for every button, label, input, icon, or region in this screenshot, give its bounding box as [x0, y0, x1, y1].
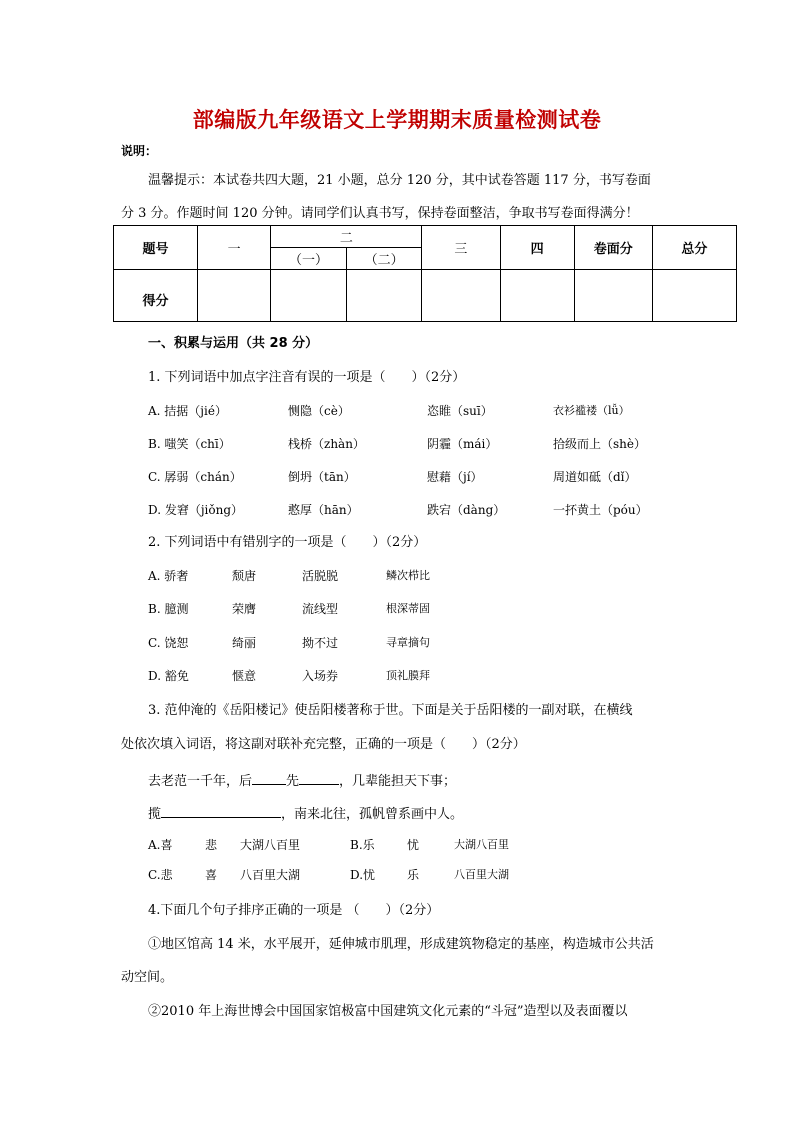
q3-option-d-1: D.忧 — [350, 868, 376, 882]
score-header-part1: 一 — [198, 226, 271, 270]
q4-sentence-2-line-1: ②2010 年上海世博会中国国家馆极富中国建筑文化元素的“斗冠”造型以及表面覆以 — [148, 1004, 628, 1019]
q3-option-b-1: B.乐 — [350, 838, 375, 852]
section1-heading: 一、积累与运用（共 28 分） — [148, 336, 319, 351]
q3-couplet-line-1 — [148, 770, 456, 791]
q2-option-a-4: 鳞次栉比 — [386, 569, 430, 582]
score-header-number: 题号 — [114, 226, 198, 270]
score-cell[interactable] — [198, 270, 271, 322]
q4-sentence-1-line-1: ①地区馆高 14 米，水平展开，延伸城市肌理，形成建筑物稳定的基座，构造城市公共活 — [148, 937, 654, 952]
q2-option-b-2: 荣膺 — [232, 602, 257, 616]
q2-option-c-4: 寻章摘句 — [386, 636, 430, 649]
q2-option-c-1: C. 饶恕 — [148, 636, 189, 650]
q2-option-a-1: A. 骄奢 — [148, 569, 189, 583]
score-cell[interactable] — [652, 270, 736, 322]
q1-option-b-4: 拾级而上（shè） — [553, 437, 646, 451]
score-header-total: 总分 — [652, 226, 736, 270]
q2-option-c-2: 绮丽 — [232, 636, 257, 650]
q3-couplet-2-part-a: 揽 — [148, 807, 162, 822]
q1-option-b-3: 阴霾（mái） — [427, 437, 498, 451]
q3-option-d-3: 八百里大湖 — [454, 868, 509, 881]
q2-option-b-1: B. 臆测 — [148, 602, 189, 616]
q3-option-c-2: 喜 — [205, 868, 218, 882]
q1-option-a-4: 衣衫褴褛（lǚ） — [553, 404, 630, 417]
q3-couplet-1-part-a: 去老范一千年，后 — [148, 774, 253, 789]
q3-option-a-3: 大湖八百里 — [240, 838, 301, 852]
q1-option-d-4: 一抔黄土（póu） — [553, 503, 648, 517]
q1-option-c-2: 倒坍（tān） — [288, 470, 356, 484]
q4-stem: 4.下面几个句子排序正确的一项是 （ ）（2分） — [148, 903, 440, 918]
score-row-label: 得分 — [114, 270, 198, 322]
q2-stem: 2. 下列词语中有错别字的一项是（ ）（2分） — [148, 535, 427, 550]
score-cell[interactable] — [500, 270, 574, 322]
q4-sentence-1-line-2: 动空间。 — [121, 970, 174, 985]
q3-blank-3[interactable] — [161, 803, 281, 818]
q3-option-b-2: 忧 — [407, 838, 420, 852]
q1-option-d-2: 憨厚（hān） — [288, 503, 359, 517]
q3-stem-line-1: 3. 范仲淹的《岳阳楼记》使岳阳楼著称于世。下面是关于岳阳楼的一副对联，在横线 — [148, 703, 633, 718]
q1-option-a-2: 恻隐（cè） — [288, 404, 350, 418]
score-subheader-2: （二） — [346, 248, 422, 270]
q1-option-a-3: 恣睢（suī） — [427, 404, 493, 418]
score-header-part3: 三 — [422, 226, 500, 270]
score-header-paper: 卷面分 — [574, 226, 652, 270]
q2-option-a-3: 活脱脱 — [302, 569, 339, 583]
q1-option-a-1: A. 拮据（jié） — [148, 404, 227, 418]
q1-option-b-1: B. 嗤笑（chī） — [148, 437, 231, 451]
q1-option-d-3: 跌宕（dàng） — [427, 503, 506, 517]
score-cell[interactable] — [346, 270, 422, 322]
q3-option-d-2: 乐 — [407, 868, 420, 882]
q3-couplet-1-part-b: 先 — [286, 774, 300, 789]
score-table — [113, 225, 737, 322]
score-subheader-1: （一） — [271, 248, 347, 270]
q3-option-c-1: C.悲 — [148, 868, 173, 882]
q1-stem: 1. 下列词语中加点字注音有误的一项是（ ）（2分） — [148, 370, 466, 385]
q2-option-b-4: 根深蒂固 — [386, 602, 430, 615]
q3-couplet-1-part-c: ，几辈能担天下事； — [339, 774, 457, 789]
q2-option-c-3: 拗不过 — [302, 636, 339, 650]
q2-option-b-3: 流线型 — [302, 602, 339, 616]
q3-blank-2[interactable] — [299, 770, 339, 785]
q1-option-c-1: C. 孱弱（chán） — [148, 470, 242, 484]
q3-option-b-3: 大湖八百里 — [454, 838, 509, 851]
q1-option-d-1: D. 发窘（jiǒng） — [148, 503, 244, 517]
instructions-label: 说明： — [121, 144, 158, 158]
score-header-part2: 二 — [271, 226, 422, 248]
q2-option-d-2: 惬意 — [232, 669, 257, 683]
q3-blank-1[interactable] — [252, 770, 286, 785]
q2-option-d-1: D. 豁免 — [148, 669, 189, 683]
score-cell[interactable] — [271, 270, 347, 322]
exam-title: 部编版九年级语文上学期期末质量检测试卷 — [192, 108, 602, 132]
q3-couplet-2-part-b: ，南来北往，孤帆曾系画中人。 — [281, 807, 464, 822]
intro-line-1: 温馨提示：本试卷共四大题，21 小题，总分 120 分，其中试卷答题 117 分，书写卷面 — [148, 173, 651, 188]
q3-couplet-line-2 — [148, 803, 463, 824]
score-cell[interactable] — [574, 270, 652, 322]
q3-option-a-2: 悲 — [205, 838, 218, 852]
q3-option-a-1: A.喜 — [148, 838, 173, 852]
q3-option-c-3: 八百里大湖 — [240, 868, 301, 882]
q2-option-a-2: 颓唐 — [232, 569, 257, 583]
q1-option-c-4: 周道如砥（dǐ） — [553, 470, 637, 484]
q2-option-d-3: 入场券 — [302, 669, 339, 683]
intro-line-2: 分 3 分。作题时间 120 分钟。请同学们认真书写，保持卷面整洁，争取书写卷面得满分！ — [121, 206, 639, 221]
q1-option-b-2: 栈桥（zhàn） — [288, 437, 365, 451]
q3-stem-line-2: 处依次填入词语，将这副对联补充完整，正确的一项是（ ）（2分） — [121, 737, 526, 752]
q1-option-c-3: 慰藉（jí） — [427, 470, 483, 484]
q2-option-d-4: 顶礼膜拜 — [386, 669, 430, 682]
score-header-part4: 四 — [500, 226, 574, 270]
score-cell[interactable] — [422, 270, 500, 322]
